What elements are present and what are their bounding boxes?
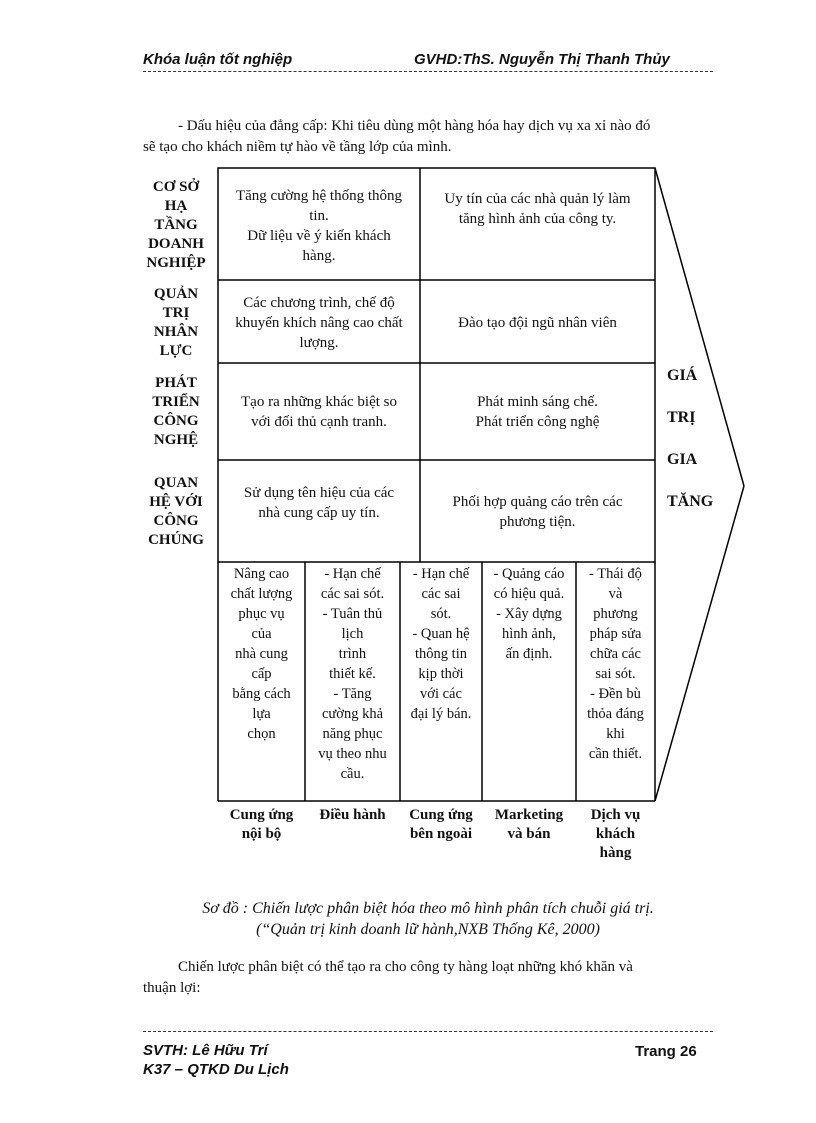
support-label-line: NHÂN	[153, 324, 199, 340]
support-cell-infra-right	[420, 189, 655, 229]
primary-label-outbound: Cung ứng bên ngoài	[409, 807, 473, 842]
support-cell-infra-left	[218, 186, 420, 266]
support-label-line: QUAN	[153, 475, 199, 491]
support-cell-text: Các chương trình, chế độ khuyến khích nâng cao chất lượng.	[235, 295, 403, 351]
support-label-line: CHÚNG	[148, 532, 204, 548]
support-label-line: TRỊ	[162, 305, 190, 321]
support-cell-text: Uy tín của các nhà quản lý làm tăng hình ảnh của công ty.	[444, 191, 631, 227]
primary-cell-operations: - Hạn chế các sai sót. - Tuân thủ lịch trình thiết kế. - Tăng cường khả năng phục vụ theo nhu cầu.	[318, 566, 387, 782]
diagram-caption	[143, 898, 713, 940]
support-cell-text: Tăng cường hệ thống thông tin. Dữ liệu về ý kiến khách hàng.	[235, 188, 403, 264]
support-cell-text: Phối hợp quảng cáo trên các phương tiện.	[452, 494, 623, 530]
support-label-line: NGHIỆP	[146, 255, 206, 271]
footer-rule	[143, 1031, 713, 1032]
support-cell-tech-right	[420, 392, 655, 432]
primary-cell-service: - Thái độ và phương pháp sửa chữa các sai sót. - Đền bù thỏa đáng khi cần thiết.	[587, 566, 644, 762]
support-label-line: QUẢN	[153, 286, 199, 302]
value-added-word-4: TĂNG	[667, 493, 714, 510]
support-cell-text: Phát minh sáng chế. Phát triển công nghệ	[475, 394, 600, 430]
support-label-line: LỰC	[159, 343, 193, 359]
caption-line-2: (“Quản trị kinh doanh lữ hành,NXB Thống Kê, 2000)	[256, 921, 600, 938]
header-left: Khóa luận tốt nghiệp	[143, 51, 293, 68]
support-label-line: DOANH	[148, 236, 204, 252]
support-label-line: CƠ SỞ	[152, 179, 200, 195]
primary-label-inbound: Cung ứng nội bộ	[229, 807, 294, 842]
footer-page: Trang 26	[635, 1043, 697, 1060]
support-cell-pr-right	[420, 492, 655, 532]
primary-cell-inbound: Nâng cao chất lượng phục vụ của nhà cung cấp bằng cách lựa chọn	[230, 566, 293, 742]
value-added-word-2: TRỊ	[667, 409, 696, 426]
primary-cell-outbound: - Hạn chế các sai sót. - Quan hệ thông tin kịp thời với các đại lý bán.	[410, 566, 472, 722]
margin-arrow-lower	[655, 486, 744, 801]
support-cell-hr-left	[218, 293, 420, 353]
intro-line-2: sẽ tạo cho khách niềm tự hào về tầng lớp của mình.	[143, 139, 452, 155]
support-cell-text: Tạo ra những khác biệt so với đối thủ cạnh tranh.	[241, 394, 397, 430]
footer-student: SVTH: Lê Hữu Trí	[143, 1042, 268, 1059]
body-line-2: thuận lợi:	[143, 980, 201, 996]
header-right: GVHD:ThS. Nguyễn Thị Thanh Thủy	[414, 51, 670, 68]
support-cell-tech-left	[218, 392, 420, 432]
margin-arrow-upper	[655, 168, 744, 486]
intro-line-1: - Dấu hiệu của đẳng cấp: Khi tiêu dùng một hàng hóa hay dịch vụ xa xỉ nào đó	[178, 118, 651, 134]
footer-class: K37 – QTKD Du Lịch	[143, 1061, 289, 1078]
support-cell-hr-right	[420, 313, 655, 333]
primary-cell-marketing: - Quảng cáo có hiệu quả. - Xây dựng hình ảnh, ấn định.	[493, 566, 565, 662]
caption-line-1: Sơ đồ : Chiến lược phân biệt hóa theo mô hình phân tích chuỗi giá trị.	[202, 900, 654, 917]
support-cell-text: Đào tạo đội ngũ nhân viên	[458, 315, 617, 331]
value-added-word-3: GIA	[667, 451, 698, 468]
support-label-line: TẦNG	[154, 217, 198, 233]
body-line-1: Chiến lược phân biệt có thể tạo ra cho công ty hàng loạt những khó khăn và	[178, 959, 633, 975]
primary-label-operations: Điều hành	[319, 807, 386, 823]
support-label-line: HẠ	[164, 198, 188, 214]
value-added-word-1: GIÁ	[667, 367, 698, 384]
support-cell-pr-left	[218, 483, 420, 523]
primary-label-marketing: Marketing và bán	[494, 807, 564, 842]
primary-label-service: Dịch vụ khách hàng	[590, 807, 641, 861]
support-label-line: CÔNG	[153, 413, 199, 429]
support-label-line: CÔNG	[153, 513, 199, 529]
support-label-line: NGHỆ	[153, 432, 199, 448]
support-cell-text: Sử dụng tên hiệu của các nhà cung cấp uy tín.	[243, 485, 395, 521]
support-label-line: TRIỂN	[152, 394, 200, 410]
support-label-line: PHÁT	[155, 375, 197, 391]
support-label-line: HỆ VỚI	[149, 494, 203, 510]
